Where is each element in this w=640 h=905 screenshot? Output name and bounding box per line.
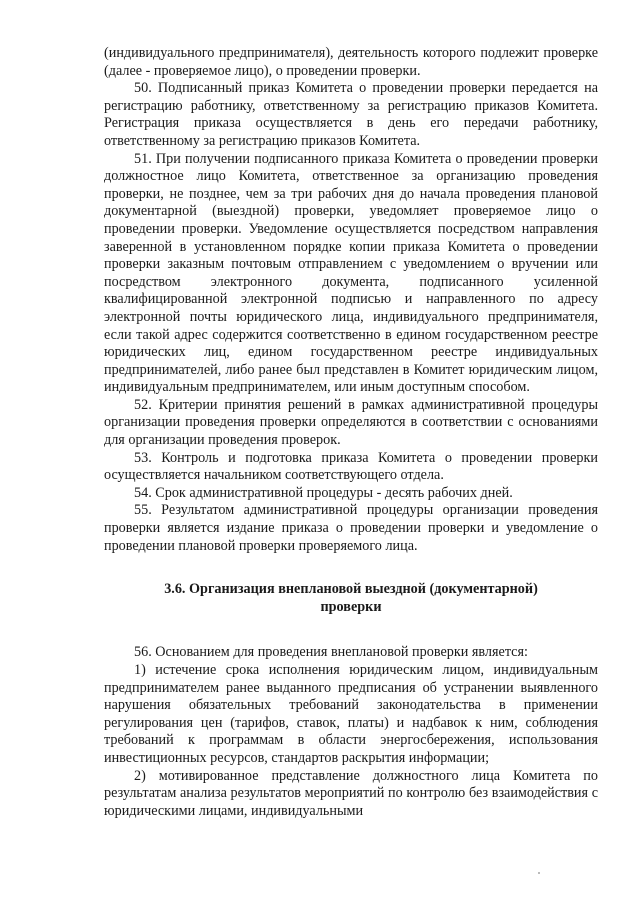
paragraph-56-item-2: 2) мотивированное представление должностного лица Комитета по результатам анализа результатов мероприятий по контролю без взаимодействия с юридическими лицами, индивидуальными bbox=[104, 767, 598, 819]
paragraph-56: 56. Основанием для проведения внеплановой проверки является: bbox=[134, 644, 528, 661]
section-heading: 3.6. Организация внеплановой выездной (документарной) проверки bbox=[164, 581, 538, 615]
document-body bbox=[104, 45, 598, 820]
paragraph-50: 50. Подписанный приказ Комитета о проведении проверки передается на регистрацию работнику, ответственному за регистрацию приказов Комитета. Регистрация приказа осуществляется в день его передачи работнику, ответственному за регистрацию приказов Комитета. bbox=[104, 80, 598, 149]
paragraph-52: 52. Критерии принятия решений в рамках административной процедуры организации проведения проверки определяются в соответствии с основаниями для организации проведения проверок. bbox=[104, 396, 598, 449]
paragraph-55: 55. Результатом административной процедуры организации проведения проверки является издание приказа о проведении проверки и уведомление о проведении плановой проверки проверяемого лица. bbox=[104, 502, 598, 554]
scan-speck bbox=[538, 872, 540, 874]
paragraph-51: 51. При получении подписанного приказа Комитета о проведении проверки должностное лицо Комитета, ответственное за организацию проведения проверки, не позднее, чем за три рабочих дня до начала проведения плановой документарной (выездной) проверки, уведомляет проверяемое лицо о проведении проверки. Уведомление осуществляется посредством направления заверенной в установленном порядке копии приказа Комитета о проведении проверки заказным почтовым отправлением с уведомлением о вручении или посредством электронного документа, подписанного усиленной квалифицированной электронной подписью и направленного по адресу электронной почты юридического лица, индивидуального предпринимателя, если такой адрес содержится соответственно в едином государственном реестре юридических лиц, едином государственном реестре индивидуальных предпринимателей, либо ранее был представлен в Комитет юридическим лицом, индивидуальным предпринимателем, или иным доступным способом. bbox=[104, 150, 598, 396]
paragraph-53: 53. Контроль и подготовка приказа Комитета о проведении проверки осуществляется начальником соответствующего отдела. bbox=[104, 449, 598, 484]
paragraph-56-item-1: 1) истечение срока исполнения юридическим лицом, индивидуальным предпринимателем ранее выданного предписания об устранении выявленного нарушения обязательных требований законодательства в применении регулирования цен (тарифов, ставок, платы) и надбавок к ним, соблюдения требований к программам в области энергосбережения, использования инвестиционных ресурсов, стандартов раскрытия информации; bbox=[104, 662, 598, 766]
paragraph-continuation: (индивидуального предпринимателя), деятельность которого подлежит проверке (далее - проверяемое лицо), о проведении проверки. bbox=[104, 45, 598, 79]
paragraph-54: 54. Срок административной процедуры - десять рабочих дней. bbox=[134, 484, 513, 501]
